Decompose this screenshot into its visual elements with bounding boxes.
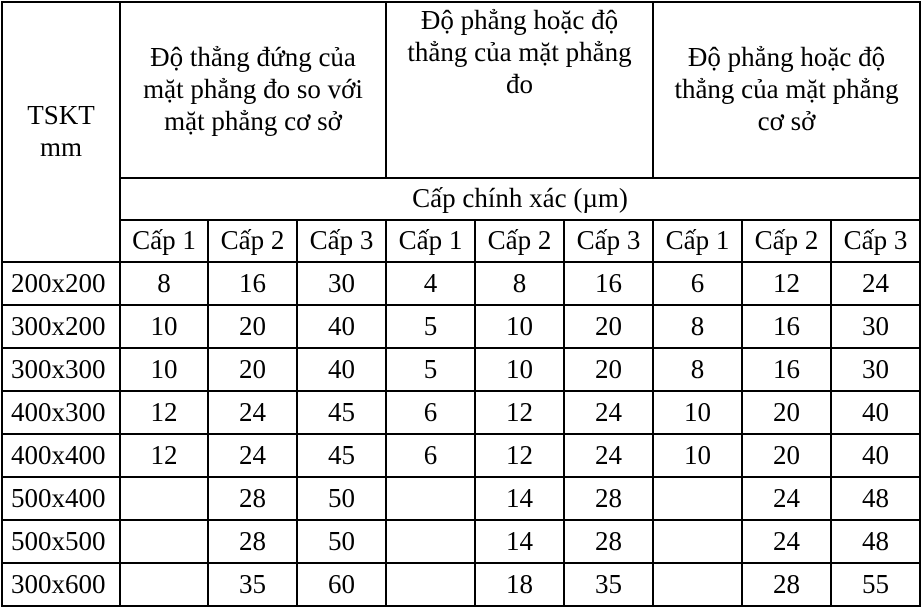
value-cell: 12 (120, 391, 208, 434)
value-cell: 40 (297, 348, 386, 391)
table-row (2, 348, 920, 391)
value-cell: 12 (475, 391, 564, 434)
value-cell: 8 (653, 348, 742, 391)
tolerance-table (1, 1, 921, 607)
value-cell: 48 (831, 477, 920, 520)
value-cell (386, 563, 475, 606)
value-cell: 10 (653, 434, 742, 477)
value-cell (120, 477, 208, 520)
value-cell: 45 (297, 391, 386, 434)
value-cell: 40 (831, 434, 920, 477)
grade-label: Cấp 3 (564, 220, 653, 262)
value-cell: 10 (120, 305, 208, 348)
value-cell: 6 (386, 434, 475, 477)
value-cell: 8 (120, 262, 208, 305)
value-cell: 24 (742, 520, 831, 563)
value-cell: 40 (297, 305, 386, 348)
value-cell: 4 (386, 262, 475, 305)
value-cell: 14 (475, 520, 564, 563)
value-cell: 24 (208, 434, 297, 477)
corner-header-line-1: TSKT (27, 100, 95, 131)
value-cell: 6 (386, 391, 475, 434)
value-cell: 50 (297, 477, 386, 520)
value-cell: 30 (831, 305, 920, 348)
size-cell: 500x400 (2, 477, 120, 520)
size-cell: 300x200 (2, 305, 120, 348)
value-cell: 12 (742, 262, 831, 305)
value-cell: 20 (564, 348, 653, 391)
size-cell: 400x400 (2, 434, 120, 477)
value-cell: 16 (742, 348, 831, 391)
value-cell: 30 (297, 262, 386, 305)
grade-header-row (2, 220, 920, 262)
value-cell: 20 (742, 434, 831, 477)
value-cell: 28 (564, 477, 653, 520)
group-header-row (2, 2, 920, 178)
value-cell: 6 (653, 262, 742, 305)
value-cell: 28 (208, 477, 297, 520)
table-row (2, 262, 920, 305)
value-cell: 5 (386, 348, 475, 391)
corner-header-line-2: mm (39, 132, 82, 162)
value-cell: 18 (475, 563, 564, 606)
value-cell (386, 520, 475, 563)
value-cell: 8 (653, 305, 742, 348)
precision-header: Cấp chính xác (µm) (120, 178, 920, 220)
grade-label: Cấp 2 (742, 220, 831, 262)
value-cell: 24 (564, 434, 653, 477)
value-cell: 12 (120, 434, 208, 477)
size-cell: 300x300 (2, 348, 120, 391)
group-header-base-plane-flatness: Độ phẳng hoặc độ thẳng của mặt phẳng cơ sở (653, 2, 920, 178)
value-cell: 48 (831, 520, 920, 563)
group-header-measuring-plane-flatness: Độ phẳng hoặc độ thẳng của mặt phẳng đo (386, 2, 653, 178)
value-cell: 16 (564, 262, 653, 305)
table-row (2, 520, 920, 563)
value-cell: 20 (208, 348, 297, 391)
value-cell: 8 (475, 262, 564, 305)
value-cell: 35 (564, 563, 653, 606)
value-cell: 5 (386, 305, 475, 348)
value-cell: 10 (475, 305, 564, 348)
value-cell: 10 (475, 348, 564, 391)
grade-label: Cấp 3 (831, 220, 920, 262)
value-cell: 24 (564, 391, 653, 434)
value-cell (653, 563, 742, 606)
value-cell: 20 (742, 391, 831, 434)
value-cell: 28 (208, 520, 297, 563)
value-cell: 40 (831, 391, 920, 434)
value-cell: 12 (475, 434, 564, 477)
size-cell: 400x300 (2, 391, 120, 434)
value-cell: 28 (564, 520, 653, 563)
size-cell: 200x200 (2, 262, 120, 305)
value-cell (120, 520, 208, 563)
grade-label: Cấp 3 (297, 220, 386, 262)
value-cell: 55 (831, 563, 920, 606)
table-row (2, 434, 920, 477)
size-cell: 300x600 (2, 563, 120, 606)
grade-label: Cấp 1 (386, 220, 475, 262)
value-cell: 20 (208, 305, 297, 348)
value-cell: 16 (208, 262, 297, 305)
corner-header-cell (2, 2, 120, 262)
value-cell: 60 (297, 563, 386, 606)
grade-label: Cấp 2 (208, 220, 297, 262)
value-cell: 24 (208, 391, 297, 434)
table-row (2, 563, 920, 606)
value-cell: 30 (831, 348, 920, 391)
value-cell: 35 (208, 563, 297, 606)
value-cell: 24 (742, 477, 831, 520)
precision-header-row (2, 178, 920, 220)
value-cell: 50 (297, 520, 386, 563)
value-cell (386, 477, 475, 520)
value-cell: 24 (831, 262, 920, 305)
value-cell: 10 (653, 391, 742, 434)
value-cell: 16 (742, 305, 831, 348)
grade-label: Cấp 1 (120, 220, 208, 262)
grade-label: Cấp 2 (475, 220, 564, 262)
table-row (2, 305, 920, 348)
value-cell: 10 (120, 348, 208, 391)
group-header-perpendicularity: Độ thẳng đứng của mặt phẳng đo so với mặt phẳng cơ sở (120, 2, 386, 178)
grade-label: Cấp 1 (653, 220, 742, 262)
table-row (2, 477, 920, 520)
value-cell: 28 (742, 563, 831, 606)
value-cell: 20 (564, 305, 653, 348)
value-cell (653, 477, 742, 520)
value-cell (120, 563, 208, 606)
size-cell: 500x500 (2, 520, 120, 563)
table-row (2, 391, 920, 434)
value-cell (653, 520, 742, 563)
value-cell: 14 (475, 477, 564, 520)
value-cell: 45 (297, 434, 386, 477)
